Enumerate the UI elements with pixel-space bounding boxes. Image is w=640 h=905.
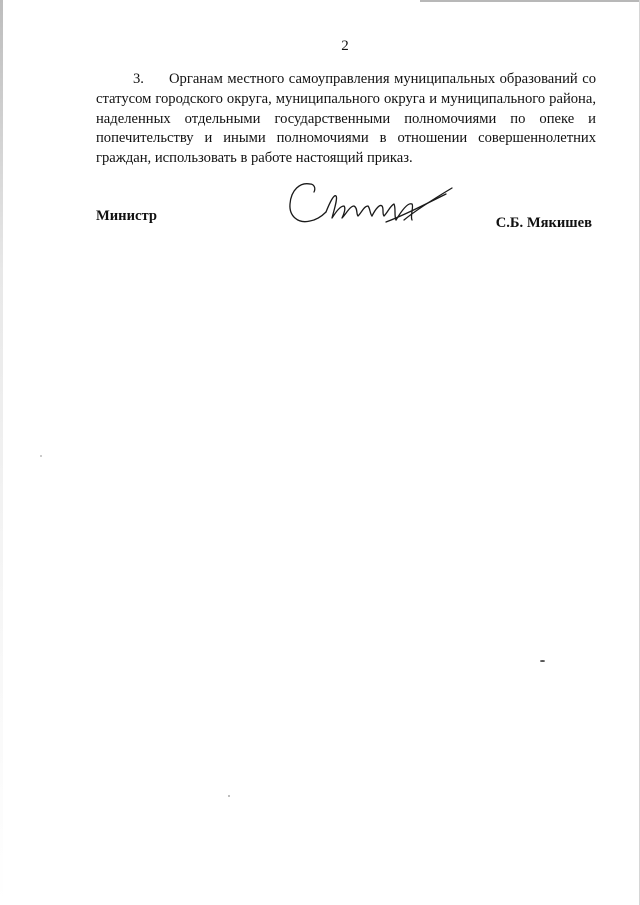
handwritten-signature [286, 176, 456, 238]
scan-edge-top [420, 0, 640, 2]
scan-speck [228, 795, 230, 797]
scan-speck [540, 660, 545, 662]
scan-speck [40, 455, 42, 457]
signatory-name: С.Б. Мякишев [495, 215, 592, 231]
paragraph-text: Органам местного самоуправления муниципальных образований со статусом городского округа, муниципального округа и муниципального района, наделенных отдельными государственными полномочиями по опеке и попечительству и иными полномочиями в отношении совершеннолетних граждан, использовать в работе настоящий приказ. [96, 71, 596, 167]
signatory-title: Министр [96, 208, 157, 224]
paragraph-number: 3. [133, 71, 144, 87]
paragraph-3 [96, 70, 596, 169]
page-number: 2 [341, 38, 349, 54]
scan-edge-left [0, 0, 3, 905]
